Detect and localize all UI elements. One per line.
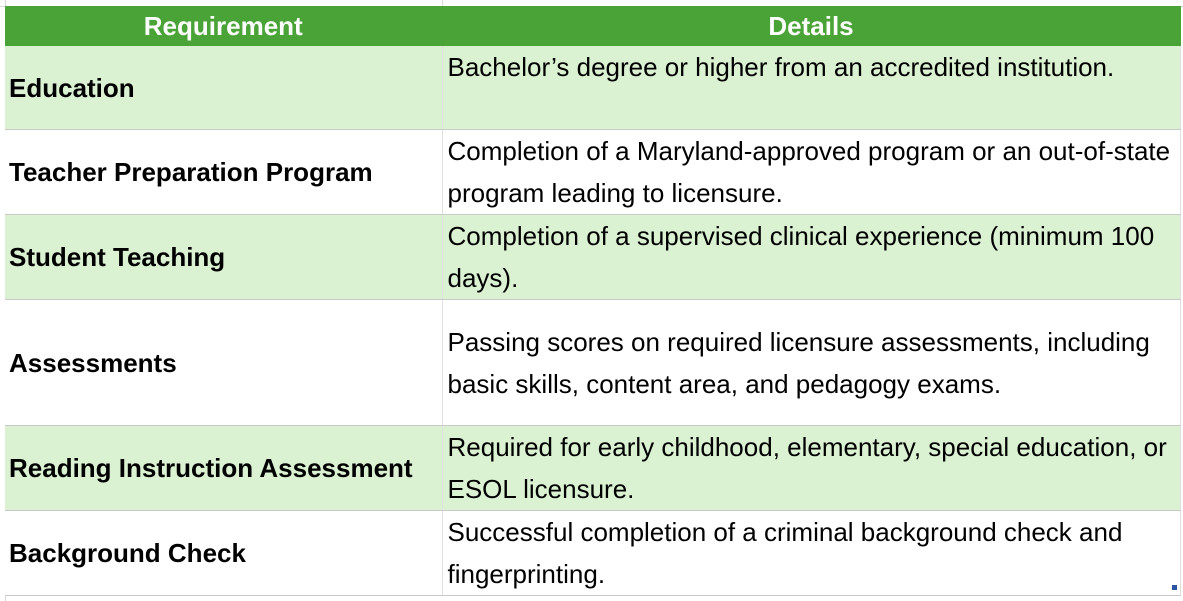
details-cell[interactable]: Completion of a supervised clinical experience (minimum 100 days). [442,215,1180,300]
header-details[interactable]: Details [442,6,1180,46]
requirement-cell[interactable]: Assessments [5,300,442,426]
header-requirement[interactable]: Requirement [5,6,442,46]
table-row [5,46,1180,130]
table-resize-handle[interactable] [1172,585,1177,590]
table-row [5,300,1180,426]
table-row [5,511,1180,596]
details-cell[interactable]: Bachelor’s degree or higher from an accredited institution. [442,46,1180,130]
table-row [5,130,1180,215]
details-cell[interactable]: Completion of a Maryland-approved program or an out-of-state program leading to licensure. [442,130,1180,215]
requirement-cell[interactable]: Education [5,46,442,130]
requirement-cell[interactable]: Teacher Preparation Program [5,130,442,215]
requirements-table [5,6,1181,596]
details-cell[interactable]: Passing scores on required licensure assessments, including basic skills, content area, and pedagogy exams. [442,300,1180,426]
requirement-cell[interactable]: Background Check [5,511,442,596]
details-cell[interactable]: Successful completion of a criminal background check and fingerprinting. [442,511,1180,596]
details-cell[interactable]: Required for early childhood, elementary, special education, or ESOL licensure. [442,426,1180,511]
requirement-cell[interactable]: Student Teaching [5,215,442,300]
header-row [5,6,1180,46]
requirement-cell[interactable]: Reading Instruction Assessment [5,426,442,511]
table-row [5,215,1180,300]
table-row [5,426,1180,511]
